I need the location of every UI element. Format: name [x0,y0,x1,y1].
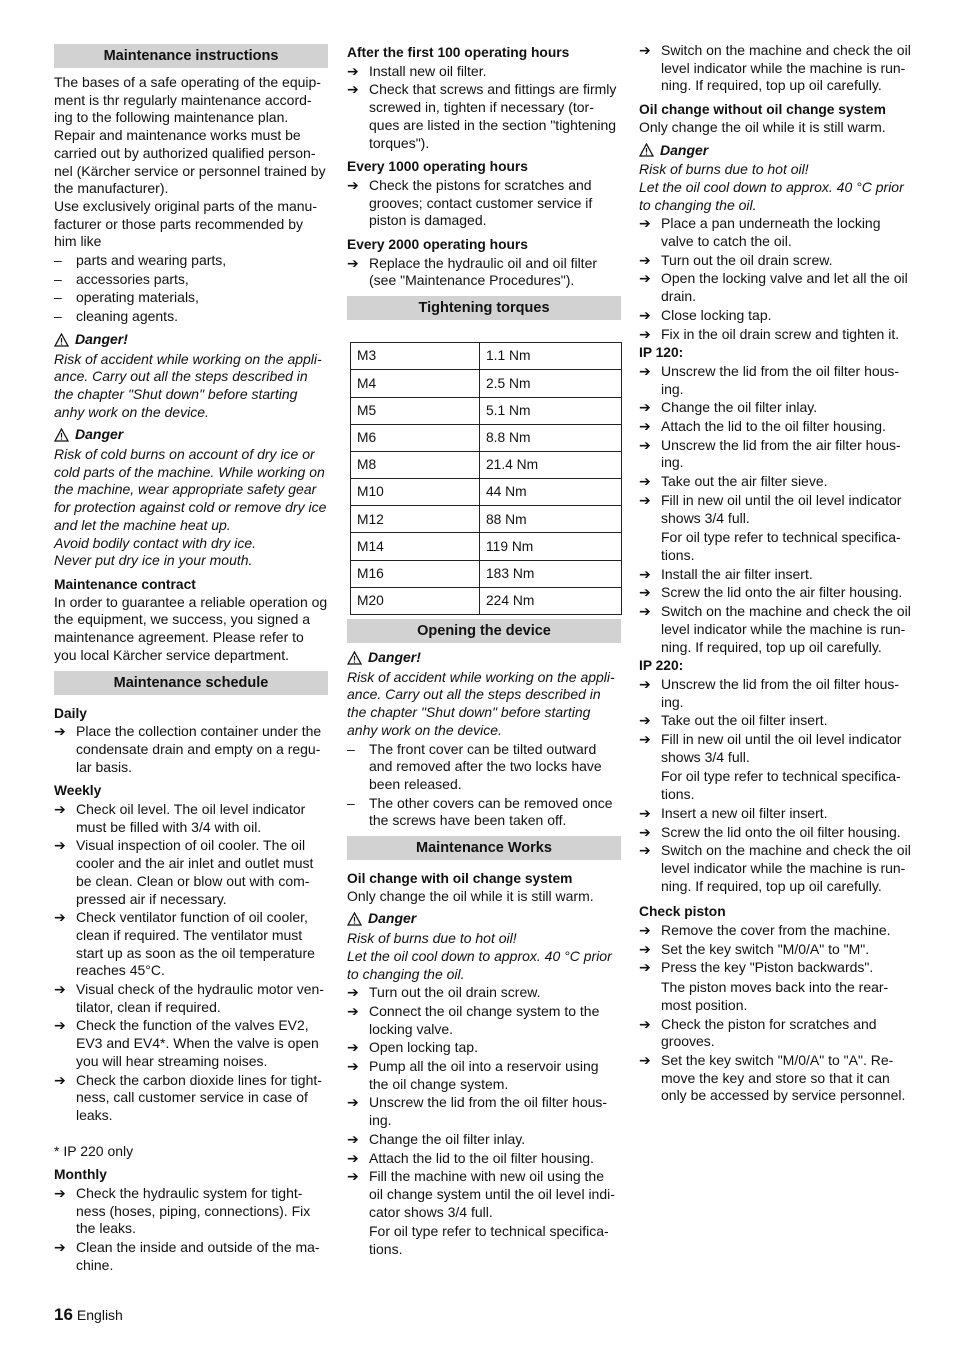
danger-text: Risk of cold burns on account of dry ice or cold parts of the machine. While working on the machine, wear appropriate safety gear for protection against cold or remove dry ice and let the machine heat up. [54,446,327,533]
arrow-right-icon: ➔ [639,922,651,939]
arrow-right-icon: ➔ [639,565,651,582]
subheading-oil-change-without-system: Oil change without oil change system [639,102,886,118]
arrow-right-icon: ➔ [639,1051,651,1068]
arrow-right-icon: ➔ [639,804,651,821]
arrow-right-icon: ➔ [347,81,359,98]
list-item: ➔ Place a pan underneath the locking valve to catch the oil. [639,215,881,250]
arrow-right-icon: ➔ [347,1094,359,1111]
arrow-right-icon: ➔ [639,215,651,232]
arrow-right-icon: ➔ [639,584,651,601]
subheading-ip120: IP 120: [639,345,684,361]
warning-triangle-icon [347,651,362,665]
list-item: ➔ Check the carbon dioxide lines for tight-ness, call customer service in case of leaks. [54,1071,322,1123]
arrow-right-icon: ➔ [639,1015,651,1032]
torque-size-cell: M5 [351,397,480,424]
table-row [351,533,622,560]
list-item: ➔ Install the air filter insert. [639,565,813,582]
arrow-right-icon: ➔ [54,1239,66,1256]
danger-text: Risk of accident while working on the appli-ance. Carry out all the steps described in the chapter "Shut down" before starting anhy work on the device. [347,668,615,738]
list-item: ➔ Check the function of the valves EV2, EV3 and EV4*. When the valve is open you will hear streaming noises. [54,1017,319,1069]
list-item: ➔ Attach the lid to the oil filter housing. [347,1149,594,1166]
danger-text: Risk of burns due to hot oil! [639,161,809,178]
arrow-right-icon: ➔ [639,436,651,453]
paragraph: Only change the oil while it is still warm. [639,118,886,135]
subheading-maintenance-contract: Maintenance contract [54,576,196,592]
table-row [351,370,622,397]
list-item: ➔ Turn out the oil drain screw. [639,251,833,268]
arrow-right-icon: ➔ [639,306,651,323]
list-item: ➔ Remove the cover from the machine. [639,922,891,939]
torque-size-cell: M12 [351,506,480,533]
torque-value-cell: 44 Nm [480,479,622,506]
arrow-right-icon: ➔ [54,1017,66,1034]
torque-size-cell: M14 [351,533,480,560]
repair-paragraph: Repair and maintenance works must be carried out by authorized qualified person-nel (Kärcher service or personnel trained by the manufacturer). [54,127,326,197]
list-item: ➔ Screw the lid onto the air filter housing. [639,584,903,601]
section-header-maintenance-schedule: Maintenance schedule [54,671,328,695]
table-row [351,343,622,370]
torque-size-cell: M6 [351,424,480,451]
list-item: ➔ Take out the oil filter insert. [639,712,828,729]
torque-value-cell: 2.5 Nm [480,370,622,397]
arrow-right-icon: ➔ [639,675,651,692]
arrow-right-icon: ➔ [347,1039,359,1056]
arrow-right-icon: ➔ [54,723,66,740]
arrow-right-icon: ➔ [54,1185,66,1202]
list-item: – The other covers can be removed once the screws have been taken off. [347,794,613,829]
list-item: ➔ Switch on the machine and check the oil level indicator while the machine is run-ning. If required, top up oil carefully. [639,842,911,894]
torque-size-cell: M8 [351,451,480,478]
subheading-1000-hours: Every 1000 operating hours [347,159,528,175]
torque-size-cell: M10 [351,479,480,506]
torque-value-cell: 88 Nm [480,506,622,533]
danger-heading: Danger [347,910,621,928]
arrow-right-icon: ➔ [639,712,651,729]
table-row [351,587,622,614]
list-item: ➔ Switch on the machine and check the oil level indicator while the machine is run-ning. If required, top up oil carefully. [639,603,911,655]
torque-value-cell: 1.1 Nm [480,343,622,370]
section-header-maintenance-instructions: Maintenance instructions [54,44,328,68]
subheading-2000-hours: Every 2000 operating hours [347,237,528,253]
danger-heading: Danger [639,142,915,160]
arrow-right-icon: ➔ [347,1058,359,1075]
arrow-right-icon: ➔ [639,842,651,859]
original-parts-paragraph: Use exclusively original parts of the manu-facturer or those parts recommended by him like [54,197,318,250]
arrow-right-icon: ➔ [639,823,651,840]
list-item: ➔ Open locking tap. [347,1039,478,1056]
list-item: ➔ Fix in the oil drain screw and tighten it. [639,325,900,342]
danger-text: Risk of accident while working on the appli-ance. Carry out all the steps described in the chapter "Shut down" before starting anhy work on the device. [54,350,322,420]
list-item: – operating materials, [54,289,199,306]
arrow-right-icon: ➔ [639,42,651,58]
page-footer [54,1306,123,1325]
list-item: ➔ Clean the inside and outside of the ma-chine. [54,1239,320,1273]
arrow-right-icon: ➔ [347,62,359,79]
note: For oil type refer to technical specifica-tions. [369,1223,609,1258]
arrow-right-icon: ➔ [347,1130,359,1147]
list-item: ➔ Install new oil filter. [347,62,487,79]
list-item: ➔ Unscrew the lid from the oil filter hous-ing. [347,1094,608,1129]
section-header-opening-the-device: Opening the device [347,619,621,643]
arrow-right-icon: ➔ [54,1071,66,1088]
danger-text: Avoid bodily contact with dry ice. [54,534,257,551]
arrow-right-icon: ➔ [54,981,66,998]
list-item: ➔ Fill the machine with new oil using the oil change system until the oil level indi-cator shows 3/4 full. [347,1168,615,1220]
arrow-right-icon: ➔ [639,473,651,490]
column-right [639,44,915,1106]
arrow-right-icon: ➔ [347,1002,359,1019]
torque-value-cell: 224 Nm [480,587,622,614]
arrow-right-icon: ➔ [639,491,651,508]
list-item: ➔ Visual inspection of oil cooler. The oil cooler and the air inlet and outlet must be clean. Clean or blow out with com-pressed air if necessary. [54,837,314,907]
list-item: ➔ Unscrew the lid from the air filter hous-ing. [639,436,901,471]
section-header-tightening-torques: Tightening torques [347,296,621,320]
torque-size-cell: M20 [351,587,480,614]
torque-size-cell: M3 [351,343,480,370]
subheading-check-piston: Check piston [639,904,726,920]
list-item: ➔ Fill in new oil until the oil level indicator shows 3/4 full. [639,491,902,526]
list-item: ➔ Connect the oil change system to the locking valve. [347,1002,600,1037]
arrow-right-icon: ➔ [54,837,66,854]
table-row [351,424,622,451]
column-middle [347,44,621,1259]
subheading-ip220: IP 220: [639,658,684,674]
list-item: ➔ Change the oil filter inlay. [639,399,818,416]
table-row [351,451,622,478]
torque-value-cell: 5.1 Nm [480,397,622,424]
warning-triangle-icon [54,428,69,442]
page-number: 16 [54,1305,73,1324]
arrow-right-icon: ➔ [639,251,651,268]
footnote: * IP 220 only [54,1142,134,1159]
subheading-monthly: Monthly [54,1167,107,1183]
list-item: – accessories parts, [54,270,189,287]
arrow-right-icon: ➔ [347,1168,359,1185]
arrow-right-icon: ➔ [347,176,359,193]
torque-value-cell: 119 Nm [480,533,622,560]
arrow-right-icon: ➔ [54,909,66,926]
danger-text: Never put dry ice in your mouth. [54,552,253,569]
paragraph: Only change the oil while it is still warm. [347,887,594,904]
list-item: – cleaning agents. [54,308,178,325]
list-item: ➔ Check oil level. The oil level indicator must be filled with 3/4 with oil. [54,801,306,835]
danger-heading: Danger! [54,331,328,349]
danger-text: Let the oil cool down to approx. 40 °C prior to changing the oil. [639,178,904,213]
subheading-weekly: Weekly [54,783,102,799]
arrow-right-icon: ➔ [639,603,651,620]
torque-value-cell: 21.4 Nm [480,451,622,478]
list-item: ➔ Fill in new oil until the oil level indicator shows 3/4 full. [639,731,902,765]
note: The piston moves back into the rear-most position. [661,979,889,1013]
arrow-right-icon: ➔ [639,325,651,342]
arrow-right-icon: ➔ [639,399,651,416]
warning-triangle-icon [54,333,69,347]
warning-triangle-icon [347,912,362,926]
list-item: ➔ Visual check of the hydraulic motor ven-tilator, clean if required. [54,981,324,1015]
list-item: ➔ Screw the lid onto the oil filter housing. [639,823,901,840]
table-row [351,479,622,506]
arrow-right-icon: ➔ [347,254,359,271]
intro-paragraph: The bases of a safe operating of the equip-ment is thr regularly maintenance accord-ing to the following maintenance plan. [54,74,321,126]
list-item: ➔ Attach the lid to the oil filter housing. [639,418,886,435]
language-label: English [76,1307,123,1323]
torque-size-cell: M16 [351,560,480,587]
list-item: ➔ Check the hydraulic system for tight-ness (hoses, piping, connections). Fix the leaks. [54,1185,311,1237]
list-item: – parts and wearing parts, [54,252,227,269]
list-item: – The front cover can be tilted outward and removed after the two locks have been released. [347,740,602,792]
list-item: ➔ Switch on the machine and check the oil level indicator while the machine is run-ning. If required, top up oil carefully. [639,42,911,94]
list-item: ➔ Take out the air filter sieve. [639,473,828,490]
list-item: ➔ Press the key "Piston backwards". [639,959,874,976]
table-row [351,506,622,533]
torque-table [350,342,622,615]
subheading-first-100-hours: After the first 100 operating hours [347,45,570,60]
arrow-right-icon: ➔ [347,1149,359,1166]
danger-text: Risk of burns due to hot oil! [347,930,517,947]
torque-size-cell: M4 [351,370,480,397]
table-row [351,560,622,587]
note: For oil type refer to technical specifica-tions. [661,768,901,803]
arrow-right-icon: ➔ [639,362,651,379]
arrow-right-icon: ➔ [54,801,66,818]
subheading-oil-change-with-system: Oil change with oil change system [347,871,573,887]
torque-value-cell: 8.8 Nm [480,424,622,451]
subheading-daily: Daily [54,705,87,721]
list-item: ➔ Insert a new oil filter insert. [639,804,828,821]
list-item: ➔ Unscrew the lid from the oil filter hous-ing. [639,362,900,397]
list-item: ➔ Change the oil filter inlay. [347,1130,526,1147]
arrow-right-icon: ➔ [639,940,651,957]
list-item: ➔ Set the key switch "M/0/A" to "M". [639,940,870,957]
parts-list [54,252,328,326]
section-header-maintenance-works: Maintenance Works [347,836,621,860]
arrow-right-icon: ➔ [639,959,651,976]
list-item: ➔ Close locking tap. [639,306,772,323]
list-item: ➔ Check the piston for scratches and grooves. [639,1015,877,1050]
column-left [54,44,328,1276]
list-item: ➔ Turn out the oil drain screw. [347,984,541,1001]
list-item: ➔ Set the key switch "M/0/A" to "A". Re-move the key and store so that it can only be accessed by service personnel. [639,1051,906,1104]
contract-paragraph: In order to guarantee a reliable operation og the equipment, we success, you signed a maintenance agreement. Please refer to you local Kärcher service department. [54,593,328,663]
list-item: ➔ Check the pistons for scratches and grooves; contact customer service if piston is damaged. [347,176,593,229]
danger-text: Let the oil cool down to approx. 40 °C prior to changing the oil. [347,947,612,982]
arrow-right-icon: ➔ [639,731,651,748]
list-item: ➔ Check ventilator function of oil cooler, clean if required. The ventilator must start up as soon as the oil temperature reaches 45°C. [54,909,315,979]
arrow-right-icon: ➔ [639,270,651,287]
torque-value-cell: 183 Nm [480,560,622,587]
list-item: ➔ Pump all the oil into a reservoir using the oil change system. [347,1058,599,1092]
list-item: ➔ Check that screws and fittings are firmly screwed in, tighten if necessary (tor-ques are listed in the section "tightening torques"). [347,81,617,151]
arrow-right-icon: ➔ [639,418,651,435]
list-item: ➔ Unscrew the lid from the oil filter hous-ing. [639,675,900,710]
list-item: ➔ Open the locking valve and let all the oil drain. [639,270,908,305]
warning-triangle-icon [639,143,654,157]
danger-heading: Danger! [347,649,621,667]
table-row [351,397,622,424]
danger-heading: Danger [54,426,328,444]
note: For oil type refer to technical specifica-tions. [661,529,901,563]
arrow-right-icon: ➔ [347,984,359,1001]
list-item: ➔ Place the collection container under the condensate drain and empty on a regu-lar basis. [54,723,322,775]
list-item: ➔ Replace the hydraulic oil and oil filter (see "Maintenance Procedures"). [347,254,598,289]
